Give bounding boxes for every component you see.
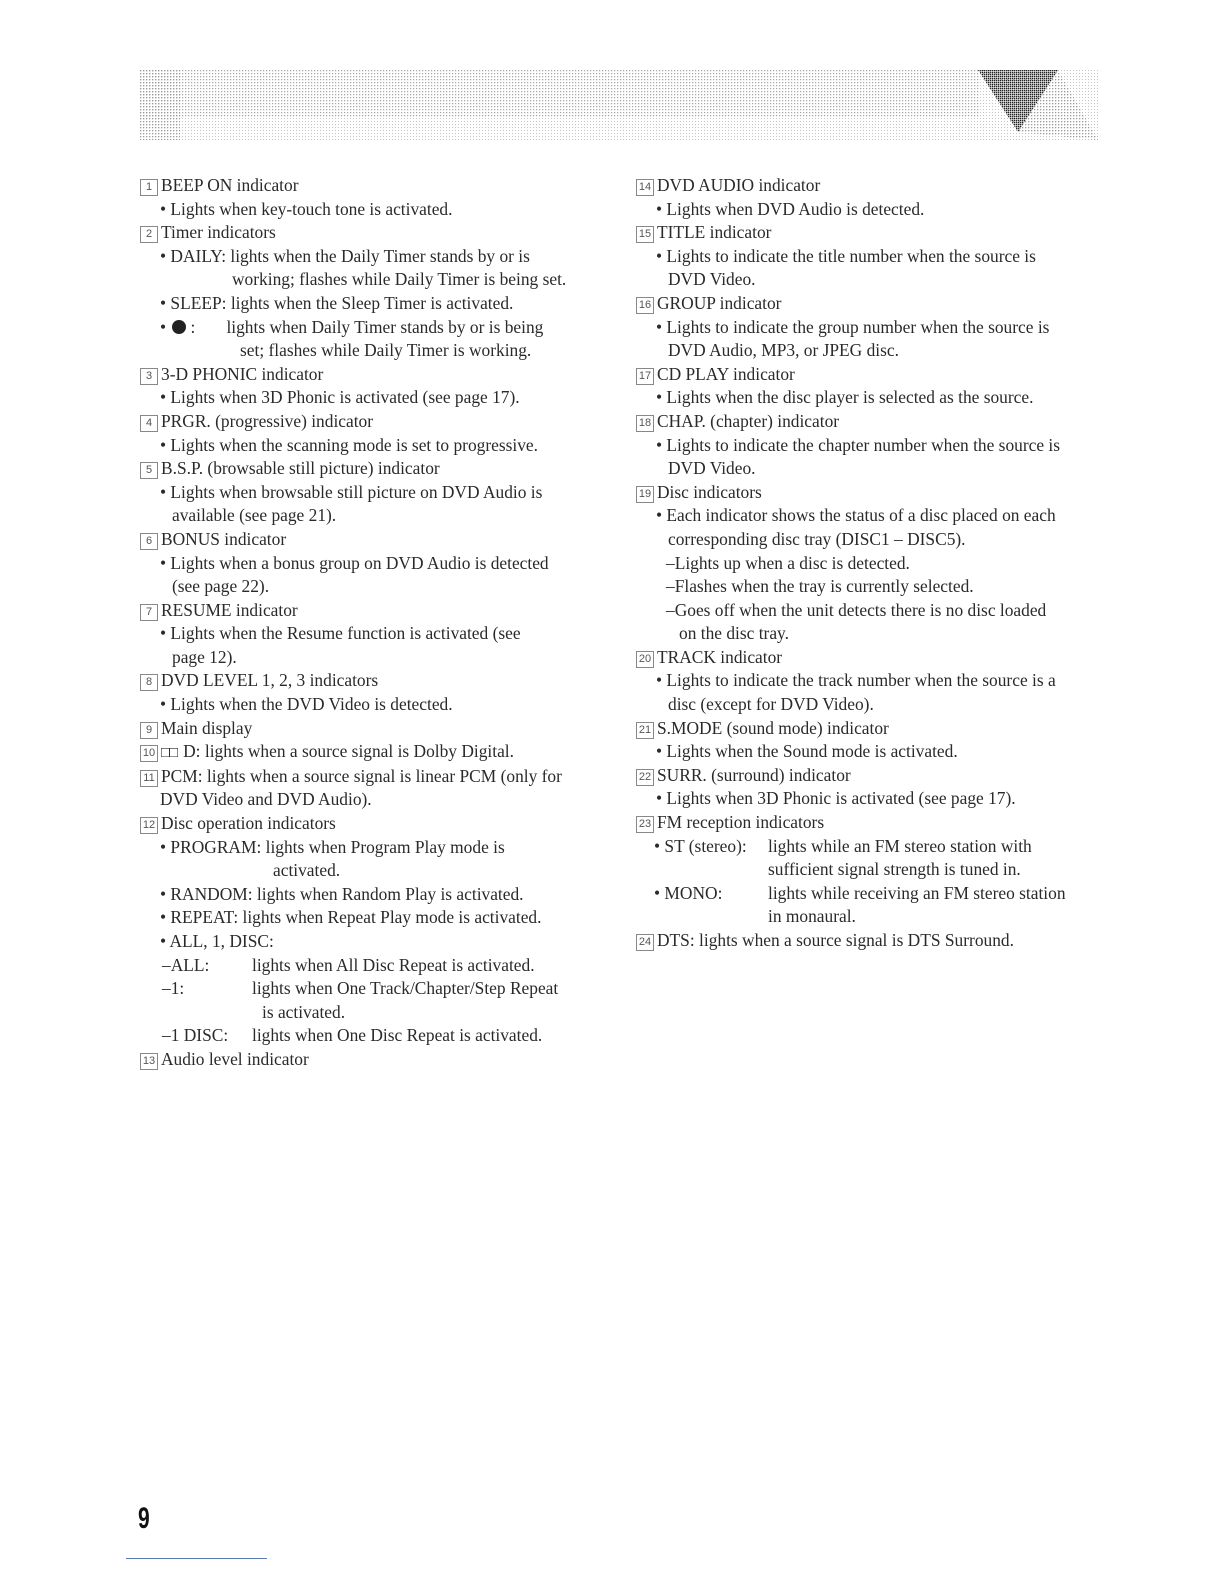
right-item [636, 481, 1106, 505]
left-item [140, 1024, 610, 1048]
bullet-text: • SLEEP: lights when the Sleep Timer is activated. [160, 292, 514, 313]
item-number-box: 12 [140, 817, 158, 834]
item-title: S.MODE (sound mode) indicator [657, 717, 889, 738]
item-title: □□ D: lights when a source signal is Dolby Digital. [161, 740, 514, 765]
item-number-box: 5 [140, 462, 158, 479]
bullet-text: • PROGRAM: lights when Program Play mode is [160, 836, 505, 857]
item-heading [636, 646, 1106, 670]
item-title: SURR. (surround) indicator [657, 764, 851, 785]
right-item [636, 174, 1106, 198]
right-column [636, 174, 1106, 953]
item-heading [140, 363, 610, 387]
bullet-text: • ALL, 1, DISC: [160, 931, 274, 951]
item-number-box: 11 [140, 770, 158, 787]
bullet-text: • Lights when the Resume function is activated (see [160, 623, 521, 644]
dash-item [140, 1024, 610, 1048]
item-title: GROUP indicator [657, 292, 782, 313]
bullet-text: • RANDOM: lights when Random Play is activated. [160, 883, 524, 904]
left-item [140, 693, 610, 717]
sub-item: –Goes off when the unit detects there is no disc loaded [666, 599, 1047, 620]
header-banner [140, 70, 1098, 140]
clock-icon [172, 320, 186, 334]
bullet-text: • Lights when the scanning mode is set to progressive. [160, 434, 538, 455]
bullet-text: • Lights when the disc player is selected as the source. [656, 387, 1034, 408]
right-item [636, 575, 1106, 599]
bullet-text: • Lights when browsable still picture on DVD Audio is [160, 481, 543, 502]
labeled-bullet [636, 835, 1106, 859]
left-item [140, 174, 610, 198]
bullet-text: • Lights when key-touch tone is activated. [160, 198, 453, 219]
right-item [636, 504, 1106, 551]
left-item [140, 765, 610, 812]
left-item [140, 410, 610, 434]
item-number-box: 14 [636, 179, 654, 196]
item-title: FM reception indicators [657, 812, 825, 833]
item-title: Main display [161, 717, 253, 738]
header-pattern-graphic [140, 70, 1098, 140]
right-item [636, 717, 1106, 741]
item-number-box: 7 [140, 604, 158, 621]
item-heading [636, 481, 1106, 505]
item-title: DVD LEVEL 1, 2, 3 indicators [161, 670, 379, 691]
item-number-box: 9 [140, 722, 158, 739]
left-item [140, 930, 610, 954]
item-number-box: 17 [636, 368, 654, 385]
item-heading [140, 669, 610, 693]
dash-item [140, 977, 610, 1001]
item-number-box: 13 [140, 1053, 158, 1070]
item-heading [140, 812, 610, 836]
item-number-box: 2 [140, 226, 158, 243]
page-footer-rule [126, 1558, 267, 1559]
right-item [636, 764, 1106, 788]
item-heading [140, 221, 610, 245]
left-item [140, 363, 610, 387]
item-title: DVD AUDIO indicator [657, 175, 821, 195]
labeled-bullet-continued: in monaural. [768, 906, 856, 927]
left-item [140, 622, 610, 669]
right-item [636, 363, 1106, 387]
item-heading [636, 717, 1106, 741]
item-title: BONUS indicator [161, 528, 287, 549]
right-item [636, 552, 1106, 576]
right-item [636, 811, 1106, 835]
bullet-text: • Lights when the Sound mode is activated. [656, 741, 958, 762]
dash-item [140, 954, 610, 978]
right-item [636, 787, 1106, 811]
dash-label: –1 DISC: [162, 1025, 229, 1046]
item-title: PCM: lights when a source signal is linear PCM (only for [161, 765, 562, 786]
item-title: CHAP. (chapter) indicator [657, 410, 840, 431]
bullet-text: • Lights when 3D Phonic is activated (see page 17). [160, 387, 520, 408]
dash-text: lights when All Disc Repeat is activated. [252, 954, 535, 975]
right-item [636, 221, 1106, 245]
dash-text-continued: is activated. [262, 1001, 346, 1022]
item-heading [636, 221, 1106, 245]
bullet-text: • Lights to indicate the track number when the source is a [656, 670, 1056, 691]
sub-item: –Flashes when the tray is currently selected. [666, 576, 974, 597]
left-item [140, 669, 610, 693]
item-heading [636, 174, 1106, 198]
left-item [140, 906, 610, 930]
item-title: CD PLAY indicator [657, 363, 795, 384]
item-number-box: 10 [140, 745, 158, 762]
item-number-box: 3 [140, 368, 158, 385]
item-number-box: 15 [636, 226, 654, 243]
left-item [140, 481, 610, 528]
item-number-box: 6 [140, 533, 158, 550]
item-number-box: 16 [636, 297, 654, 314]
dash-label: –ALL: [162, 954, 210, 975]
item-title: Timer indicators [161, 222, 276, 243]
bullet-text-continued: available (see page 21). [172, 505, 337, 526]
item-title: PRGR. (progressive) indicator [161, 410, 374, 431]
item-number-box: 4 [140, 415, 158, 432]
item-title: 3-D PHONIC indicator [161, 363, 324, 384]
bullet-text: • Lights to indicate the chapter number when the source is [656, 434, 1061, 455]
item-heading [636, 811, 1106, 835]
item-heading [636, 410, 1106, 434]
bullet-text: • Each indicator shows the status of a disc placed on each [656, 505, 1056, 526]
left-item [140, 528, 610, 552]
left-item [140, 292, 610, 316]
item-number-box: 21 [636, 722, 654, 739]
item-title: RESUME indicator [161, 599, 298, 620]
right-item [636, 669, 1106, 716]
bullet-icon-line: • : lights when Daily Timer stands by or is being [140, 316, 610, 340]
item-title: Disc operation indicators [161, 813, 336, 834]
left-item [140, 812, 610, 836]
right-item [636, 316, 1106, 363]
bullet-text: • Lights when DVD Audio is detected. [656, 198, 925, 219]
item-title: Disc indicators [657, 481, 762, 502]
left-item [140, 386, 610, 410]
right-item [636, 434, 1106, 481]
item-number-box: 18 [636, 415, 654, 432]
item-heading [140, 457, 610, 481]
dash-text: lights when One Disc Repeat is activated. [252, 1025, 543, 1046]
bullet-text: • DAILY: lights when the Daily Timer stands by or is [160, 245, 530, 266]
item-heading [140, 599, 610, 623]
labeled-bullet [636, 882, 1106, 906]
labeled-bullet-label: • ST (stereo): [654, 835, 747, 856]
bullet-text-continued: working; flashes while Daily Timer is being set. [232, 269, 567, 290]
bullet-text-continued: corresponding disc tray (DISC1 – DISC5). [668, 528, 966, 549]
item-number-box: 8 [140, 674, 158, 691]
left-item [140, 221, 610, 245]
item-number-box: 19 [636, 486, 654, 503]
right-item [636, 740, 1106, 764]
left-item [140, 717, 610, 741]
item-title: DTS: lights when a source signal is DTS Surround. [657, 930, 1014, 950]
bullet-text: lights when Daily Timer stands by or is being [226, 316, 544, 337]
item-heading [140, 1048, 610, 1072]
left-item [140, 599, 610, 623]
dolby-logo-icon: □□ [161, 744, 178, 762]
item-heading [140, 528, 610, 552]
bullet-text: • Lights to indicate the title number when the source is [656, 245, 1036, 266]
right-item [636, 292, 1106, 316]
bullet-text-continued: disc (except for DVD Video). [668, 694, 874, 715]
left-item [140, 316, 610, 363]
left-item [140, 434, 610, 458]
right-item [636, 386, 1106, 410]
item-heading [140, 717, 610, 741]
right-item [636, 646, 1106, 670]
item-heading [636, 764, 1106, 788]
dash-text: lights when One Track/Chapter/Step Repeat [252, 978, 559, 999]
bullet-text-continued: DVD Video. [668, 269, 756, 290]
left-item [140, 552, 610, 599]
left-item [140, 977, 610, 1024]
bullet-text: • Lights when 3D Phonic is activated (see page 17). [656, 788, 1016, 809]
left-item [140, 883, 610, 907]
item-number-box: 1 [140, 179, 158, 196]
item-heading [636, 929, 1106, 953]
labeled-bullet-text: lights while an FM stereo station with [768, 835, 1032, 856]
item-title: BEEP ON indicator [161, 175, 299, 195]
item-title: Audio level indicator [161, 1048, 309, 1069]
item-number-box: 24 [636, 934, 654, 951]
bullet-text: • Lights to indicate the group number when the source is [656, 316, 1050, 337]
left-item [140, 1048, 610, 1072]
right-item [636, 929, 1106, 953]
sub-item-continued: on the disc tray. [679, 623, 789, 644]
bullet-text: • Lights when a bonus group on DVD Audio is detected [160, 552, 549, 573]
bullet-text-continued: page 12). [172, 646, 237, 667]
bullet-text-continued: DVD Audio, MP3, or JPEG disc. [668, 340, 899, 361]
labeled-bullet-label: • MONO: [654, 882, 723, 903]
bullet-text-continued: set; flashes while Daily Timer is working. [240, 340, 532, 361]
item-title: TITLE indicator [657, 222, 772, 243]
item-number-box: 22 [636, 769, 654, 786]
left-item [140, 245, 610, 292]
item-title: B.S.P. (browsable still picture) indicator [161, 458, 440, 479]
bullet-text-continued: (see page 22). [172, 576, 270, 597]
left-item [140, 836, 610, 883]
item-heading [140, 174, 610, 198]
right-item [636, 245, 1106, 292]
item-number-box: 23 [636, 816, 654, 833]
labeled-bullet-text: lights while receiving an FM stereo station [768, 882, 1066, 903]
item-heading [636, 292, 1106, 316]
page-number: 9 [138, 1502, 150, 1535]
right-item [636, 882, 1106, 929]
right-item [636, 410, 1106, 434]
item-heading [140, 740, 610, 765]
labeled-bullet-continued: sufficient signal strength is tuned in. [768, 859, 1021, 880]
dash-label: –1: [162, 978, 185, 999]
left-column [140, 174, 610, 1072]
item-heading [140, 410, 610, 434]
left-item [140, 198, 610, 222]
bullet-text: • REPEAT: lights when Repeat Play mode is activated. [160, 907, 542, 928]
bullet-label: : [190, 316, 196, 337]
right-item [636, 198, 1106, 222]
bullet-text: • Lights when the DVD Video is detected. [160, 694, 453, 715]
item-number-box: 20 [636, 651, 654, 668]
right-item [636, 835, 1106, 882]
left-item [140, 457, 610, 481]
bullet-text-continued: DVD Video. [668, 458, 756, 479]
sub-item: –Lights up when a disc is detected. [666, 552, 910, 573]
left-item [140, 740, 610, 765]
item-title-continued: DVD Video and DVD Audio). [160, 789, 372, 810]
item-title: TRACK indicator [657, 646, 783, 667]
left-item [140, 954, 610, 978]
item-heading [636, 363, 1106, 387]
item-heading [140, 765, 610, 789]
right-item [636, 599, 1106, 646]
bullet-text-continued: activated. [273, 860, 341, 881]
